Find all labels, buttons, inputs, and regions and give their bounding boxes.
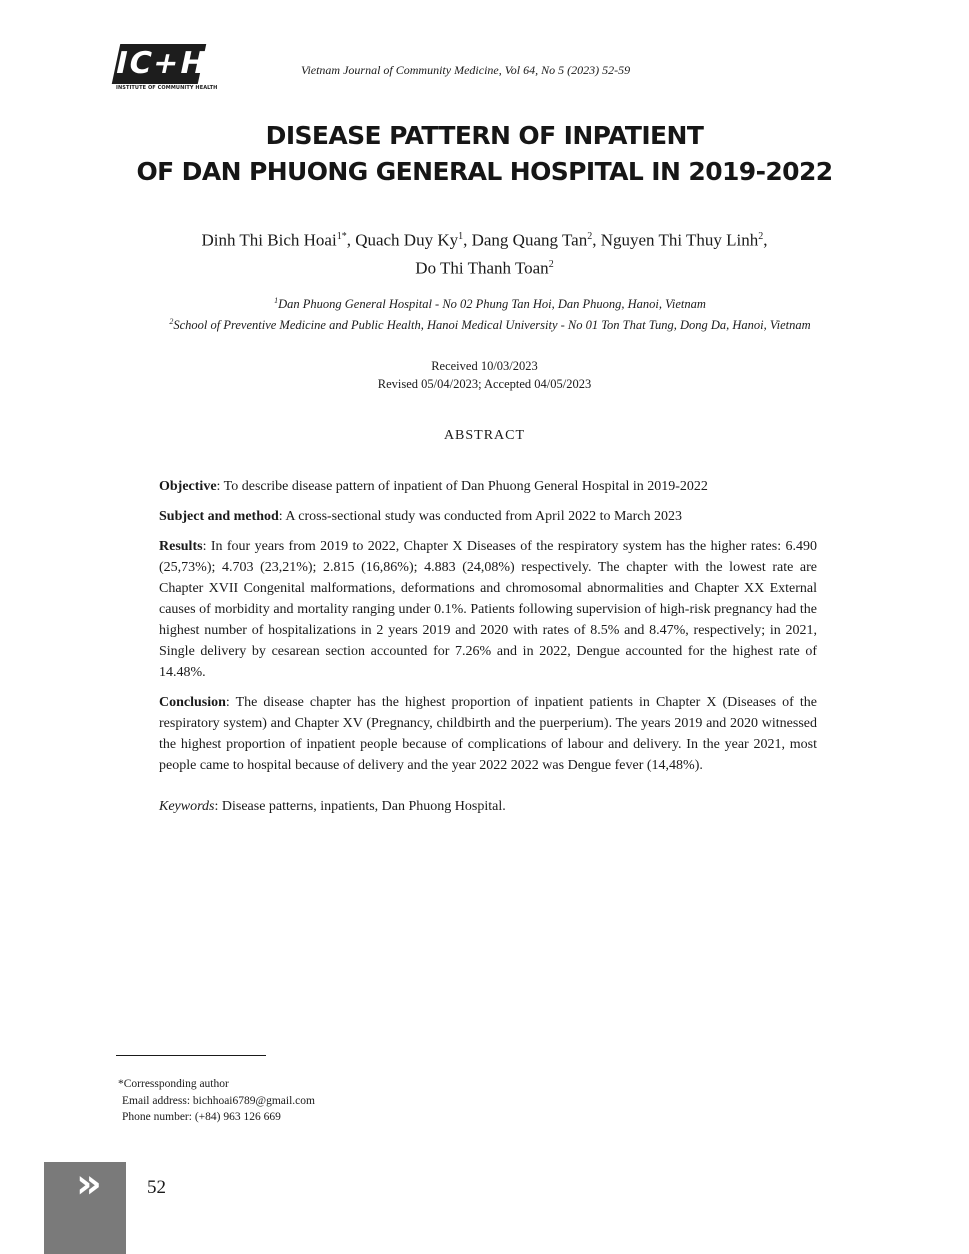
author-name: Nguyen Thi Thuy Linh: [600, 230, 759, 250]
author-name: Dinh Thi Bich Hoai: [201, 230, 337, 250]
title-line-1: DISEASE PATTERN OF INPATIENT: [265, 121, 704, 150]
footnote: [118, 1076, 315, 1126]
page-number: 52: [147, 1177, 166, 1198]
received-date: Received 10/03/2023: [431, 359, 538, 373]
author-affiliation-mark: 2: [587, 231, 593, 242]
objective-label: Objective: [159, 479, 217, 494]
subject-text: : A cross-sectional study was conducted from April 2022 to March 2023: [278, 509, 683, 524]
author-phone: Phone number: (+84) 963 126 669: [122, 1111, 281, 1123]
footnote-divider: [116, 1055, 266, 1056]
results-label: Results: [159, 539, 203, 554]
logo-mark: IC+H: [112, 44, 207, 84]
subject-label: Subject and method: [159, 509, 279, 524]
journal-reference: Vietnam Journal of Community Medicine, Vol 64, No 5 (2023) 52-59: [301, 63, 631, 77]
author-list: [0, 225, 969, 280]
author-email: Email address: bichhoai6789@gmail.com: [122, 1094, 315, 1107]
objective-text: : To describe disease pattern of inpatient of Dan Phuong General Hospital in 2019-2022: [216, 479, 708, 494]
author-affiliation-mark: 1*: [336, 231, 347, 242]
author-name: Dang Quang Tan: [471, 230, 588, 250]
abstract-keywords: [159, 796, 817, 817]
author-affiliation-mark: 2: [758, 231, 764, 242]
affiliation-1: [120, 292, 860, 313]
abstract-objective: [159, 476, 817, 497]
conclusion-text: : The disease chapter has the highest proportion of inpatient patients in Chapter X (Diseases of the respiratory system) and Chapter XV (Pregnancy, childbirth and the puerperium). The years 2019 and 2020 witnessed the highest proportion of inpatient people because of complications of labour and delivery. In the year 2021, most people came to hospital because of delivery and the year 2022 2022 was Dengue fever (14,48%).: [159, 695, 817, 773]
abstract-body: [159, 476, 817, 826]
author-name: Do Thi Thanh Toan: [415, 258, 549, 278]
affiliation-number: 1: [274, 296, 279, 305]
author-line-2: [0, 253, 969, 281]
author-separator: ,: [463, 230, 472, 250]
abstract-results: [159, 536, 817, 683]
author-separator: ,: [346, 230, 356, 250]
keywords-label: Keywords: [159, 799, 215, 814]
article-dates: [0, 357, 969, 393]
revised-accepted-date: Revised 05/04/2023; Accepted 04/05/2023: [377, 377, 592, 391]
affiliation-number: 2: [169, 317, 174, 327]
results-text: : In four years from 2019 to 2022, Chapter X Diseases of the respiratory system has the higher rates: 6.490 (25,73%); 4.703 (23,21%); 2.815 (16,86%); 4.883 (24,08%) respectively. The chapter with the lowest rate are Chapter XVII Congenital malformations, deformations and chromosomal abnormalities and Chapter XX External causes of morbidity and mortality ranging under 0.1%. Patients following supervision of high-risk pregnancy had the highest number of hospitalizations in 2 years 2019 and 2020 with rates of 8.5% and 8.47%, respectively; in 2021, Single delivery by cesarean section accounted for 7.26% and in 2022, Dengue accounted for the highest rate of 14.48%.: [159, 539, 817, 680]
affiliation-2: [120, 313, 860, 334]
author-affiliation-mark: 1: [458, 231, 464, 242]
journal-logo: [112, 44, 218, 92]
author-line-1: [0, 225, 969, 253]
abstract-subject-method: [159, 506, 817, 527]
keywords-text: : Disease patterns, inpatients, Dan Phuong Hospital.: [214, 799, 506, 814]
logo-subtext: INSTITUTE OF COMMUNITY HEALTH: [116, 85, 218, 91]
abstract-conclusion: [159, 692, 817, 776]
affiliation-text: School of Preventive Medicine and Public Health, Hanoi Medical University - No 01 Ton That Tung, Dong Da, Hanoi, Vietnam: [173, 318, 811, 333]
author-separator: ,: [763, 230, 768, 250]
author-separator: ,: [592, 230, 601, 250]
author-affiliation-mark: 2: [548, 258, 554, 270]
title-line-2: OF DAN PHUONG GENERAL HOSPITAL IN 2019-2022: [136, 157, 833, 186]
paper-title: [0, 118, 969, 190]
corresponding-author: *Corressponding author: [118, 1078, 229, 1090]
abstract-heading: ABSTRACT: [443, 428, 526, 443]
affiliation-text: Dan Phuong General Hospital - No 02 Phung Tan Hoi, Dan Phuong, Hanoi, Vietnam: [278, 297, 706, 312]
conclusion-label: Conclusion: [159, 695, 226, 710]
chevron-right-icon: »: [76, 1161, 94, 1207]
affiliations: [120, 292, 860, 334]
author-name: Quach Duy Ky: [355, 230, 459, 250]
